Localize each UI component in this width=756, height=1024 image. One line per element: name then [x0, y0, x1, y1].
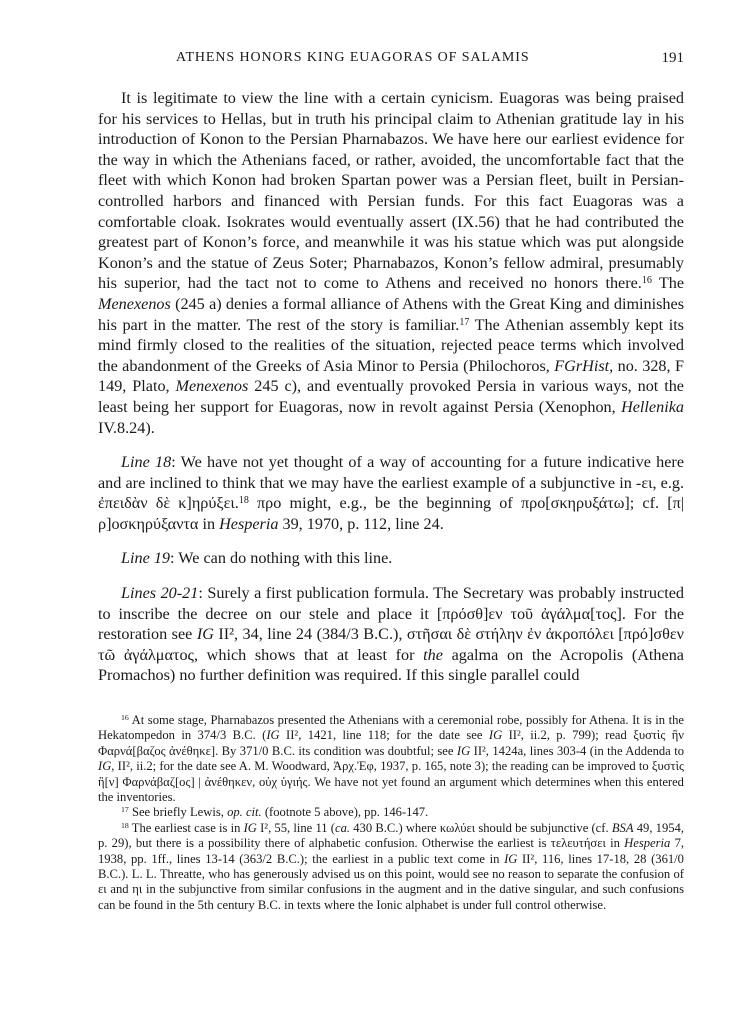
greek-text: Ἀρχ.Ἐφ, [332, 759, 377, 774]
greek-text: ξυστὶς ἣν Φαρνά[βαζος ἀνέθηκε]. [98, 728, 684, 758]
footnote-ref-18[interactable]: 18 [238, 495, 249, 507]
footnote-number: 18 [121, 820, 129, 830]
body-text [98, 88, 684, 700]
greek-text: κωλύει [439, 820, 476, 835]
paragraph-line-19: Line 19: We can do nothing with this line. [121, 549, 393, 568]
greek-text: προ[σκηρυξάτω] [520, 494, 630, 513]
greek-text: στῆσαι δὲ στήλην ἐν ἀκροπόλει [πρό]σθεν τῶ ἀγάλματος, [98, 625, 684, 664]
line-label: Lines 20-21 [121, 584, 199, 603]
running-head [98, 50, 684, 74]
footnote-16: $^{16}$ At some stage, Pharnabazos presented the Athenians with a ceremonial robe, possibly for Athena. It is in the Hekatompedon in 374/3 B.C. (IG II², 1421, line 118; for the date see IG II², ii.2, p. 799); read ξυστὶς ἣν Φαρνά[βαζος ἀνέθηκε]. By 371/0 B.C. its condition was doubtful; see IG II², 1424a, lines 303-4 (in the Addenda to IG, II², ii.2; for the date see A. M. Woodward, Ἀρχ.Ἐφ, 1937, p. 165, note 3); the reading can be improved to ξυστὶς ἣ[ν] Φαρνάβαζ[ος] | ἀνέθηκεν, οὐχ ὑγιής. We have not yet found an argument which determines when this entered the inventories. [98, 713, 684, 805]
greek-text: ξυστὶς ἣ[ν] Φαρνάβαζ[ος] | ἀνέθηκεν, οὐχ ὑγιής. [98, 759, 684, 789]
paragraph-lines-20-21: Lines 20-21: Surely a first publication formula. The Secretary was probably instructed to inscribe the decree on our stele and place it [πρόσθ]εν τοῦ ἀγάλμα[τος]. For the restoration see IG II², 34, line 24 (384/3 B.C.), στῆσαι δὲ στήλην ἐν ἀκροπόλει [πρό]σθεν τῶ ἀγάλματος, which shows that at least for the agalma on the Acropolis (Athena Promachos) no further definition was required. If this single parallel could [98, 584, 685, 685]
footnote-18: $^{18}$ The earliest case is in IG I², 55, line 11 (ca. 430 B.C.) where κωλύει should be subjunctive (cf. BSA 49, 1954, p. 29), but there is a possibility there of alphabetic confusion. Otherwise the earliest is τελευτήσει in Hesperia 7, 1938, pp. 1ff., lines 13-14 (363/2 B.C.); the earliest in a public text come in IG II², 116, lines 17-18, 28 (361/0 B.C.). L. L. Threatte, who has generously advised us on this point, would see no reason to separate the confusion of ει and ηι in the subjunctive from similar confusions in the augment and in the dative singular, and such confusions can be found in the 5th century B.C. in texts where the Ionic alphabet is under full control otherwise. [98, 820, 685, 912]
footnote-17: $^{17}$ See briefly Lewis, op. cit. (footnote 5 above), pp. 146-147. [121, 805, 429, 820]
running-title: ATHENS HONORS KING EUAGORAS OF SALAMIS [176, 50, 530, 65]
footnote-ref-16[interactable]: 16 [641, 275, 652, 287]
line-label: Line 18 [121, 453, 172, 472]
greek-text: τελευτήσει [550, 836, 606, 851]
paragraph-euagoras-cynicism: It is legitimate to view the line with a certain cynicism. Euagoras was being praised for his services to Hellas, but in truth his principal claim to Athenian gratitude lay in his introduction of Konon to the Persian Pharnabazos. We have here our earliest evidence for the way in which the Athenians faced, or rather, avoided, the uncomfortable fact that the fleet with which Konon had broken Spartan power was a Persian fleet, built in Persian-controlled harbors and financed with Persian funds. For this fact Euagoras was a comfortable cloak. Isokrates would eventually assert (IX.56) that he had contributed the greatest part of Konon’s force, and meanwhile it was his statue which was put alongside Konon’s and the statue of Zeus Soter; Pharnabazos, Konon’s fellow admiral, presumably his superior, had the tact not to come to Athens and received no honors there.$^{16}$ The Menexenos (245 a) denies a formal alliance of Athens with the Great King and diminishes his part in the matter. The rest of the story is familiar.$^{17}$ The Athenian assembly kept its mind firmly closed to the realities of the situation, rejected peace terms which involved the abandonment of the Greeks of Asia Minor to Persia (Philochoros, FGrHist, no. 328, F 149, Plato, Menexenos 245 c), and eventually provoked Persia in various ways, not the least being her support for Euagoras, now in revolt against Persia (Xenophon, Hellenika IV.8.24). [98, 89, 684, 437]
greek-text: [π|ρ]οσκηρύξαντα [98, 494, 684, 533]
paragraph-line-18: Line 18: We have not yet thought of a way of accounting for a future indicative here and are inclined to think that we may have the earliest example of a subjunctive in -ει, e.g. ἐπειδὰν δὲ κ]ηρύξει.$^{18}$ προ might, e.g., be the beginning of προ[σκηρυξάτω]; cf. [π|ρ]οσκηρύξαντα in Hesperia 39, 1970, p. 112, line 24. [98, 453, 685, 533]
footnote-number: 17 [121, 805, 129, 815]
greek-text: ει [98, 882, 107, 897]
greek-text: [πρόσθ]εν τοῦ ἀγάλμα[τος]. [436, 604, 626, 623]
line-label: Line 19 [121, 549, 171, 568]
page-number: 191 [661, 50, 684, 66]
greek-text: ει [641, 473, 653, 492]
greek-text: προ [257, 494, 282, 513]
greek-text: ἐπειδὰν δὲ κ]ηρύξει. [98, 494, 239, 513]
greek-text: ηι [132, 882, 143, 897]
footnotes [98, 713, 684, 913]
footnote-number: 16 [121, 713, 129, 723]
footnote-ref-17[interactable]: 17 [459, 316, 470, 328]
